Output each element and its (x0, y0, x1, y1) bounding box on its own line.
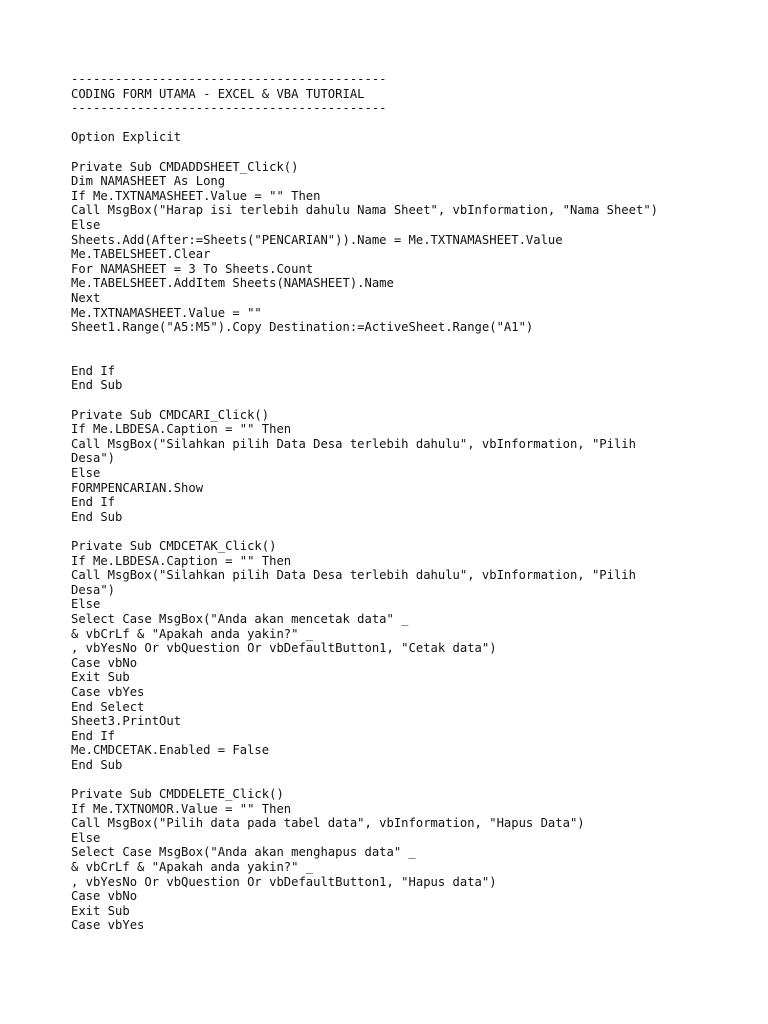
code-line: Sheet1.Range("A5:M5").Copy Destination:=ActiveSheet.Range("A1") (71, 320, 534, 335)
code-line: Select Case MsgBox("Anda akan mencetak data" _ (71, 611, 409, 626)
code-line: Case vbNo (71, 889, 138, 904)
code-line: Case vbNo (71, 655, 138, 670)
code-line: Private Sub CMDADDSHEET_Click() (71, 159, 299, 174)
code-line: Me.CMDCETAK.Enabled = False (71, 743, 270, 758)
code-line: Private Sub CMDDELETE_Click() (71, 787, 284, 802)
code-line: If Me.LBDESA.Caption = "" Then (71, 422, 292, 437)
code-line: Private Sub CMDCETAK_Click() (71, 539, 277, 553)
code-line: Exit Sub (71, 903, 130, 918)
code-line (71, 524, 691, 539)
code-line: Else (71, 466, 101, 481)
code-line: Option Explicit (71, 130, 182, 145)
code-line: ------------------------------------------- (71, 101, 387, 116)
code-line: Me.TXTNAMASHEET.Value = "" (71, 305, 262, 320)
code-line: If Me.TXTNAMASHEET.Value = "" Then (71, 188, 321, 203)
code-line (71, 335, 691, 350)
code-line: Me.TABELSHEET.Clear (71, 247, 211, 262)
code-line: Exit Sub (71, 670, 130, 685)
code-line: Else (71, 830, 101, 845)
code-line (71, 773, 691, 788)
code-line: FORMPENCARIAN.Show (71, 480, 204, 495)
code-line: Sheets.Add(After:=Sheets("PENCARIAN")).Name = Me.TXTNAMASHEET.Value (71, 232, 563, 247)
code-line: Case vbYes (71, 918, 145, 933)
code-line (71, 349, 691, 364)
code-line: , vbYesNo Or vbQuestion Or vbDefaultButton1, "Cetak data") (71, 641, 497, 656)
code-line: End If (71, 495, 116, 510)
code-line: ------------------------------------------- (71, 72, 387, 86)
code-line: Call MsgBox("Pilih data pada tabel data", vbInformation, "Hapus Data") (71, 816, 585, 831)
code-line: End If (71, 728, 116, 743)
code-line: & vbCrLf & "Apakah anda yakin?" _ (71, 860, 314, 875)
code-line: End Select (71, 699, 145, 714)
vba-code-listing (71, 72, 691, 933)
code-line: End Sub (71, 509, 123, 524)
code-line: Select Case MsgBox("Anda akan menghapus data" _ (71, 845, 416, 860)
code-line: Desa") (71, 451, 116, 466)
code-line: Dim NAMASHEET As Long (71, 174, 226, 189)
code-line: End If (71, 363, 116, 378)
code-line: Else (71, 217, 101, 232)
code-line: & vbCrLf & "Apakah anda yakin?" _ (71, 626, 314, 641)
code-line (71, 145, 691, 160)
code-line: End Sub (71, 378, 123, 393)
code-line: Call MsgBox("Silahkan pilih Data Desa terlebih dahulu", vbInformation, "Pilih (71, 436, 636, 451)
code-line: Call MsgBox("Silahkan pilih Data Desa terlebih dahulu", vbInformation, "Pilih (71, 568, 636, 583)
code-line: For NAMASHEET = 3 To Sheets.Count (71, 261, 314, 276)
code-line: CODING FORM UTAMA - EXCEL & VBA TUTORIAL (71, 86, 365, 101)
code-line: If Me.TXTNOMOR.Value = "" Then (71, 801, 292, 816)
code-line: Else (71, 597, 101, 612)
code-line: Private Sub CMDCARI_Click() (71, 407, 270, 422)
code-line: Next (71, 290, 101, 305)
code-line: Me.TABELSHEET.AddItem Sheets(NAMASHEET).Name (71, 276, 394, 291)
code-line: End Sub (71, 757, 123, 772)
code-line: Call MsgBox("Harap isi terlebih dahulu Nama Sheet", vbInformation, "Nama Sheet") (71, 203, 658, 218)
code-line: Desa") (71, 582, 116, 597)
code-line: If Me.LBDESA.Caption = "" Then (71, 553, 292, 568)
code-line: Sheet3.PrintOut (71, 714, 182, 729)
code-line (71, 116, 691, 131)
code-line: , vbYesNo Or vbQuestion Or vbDefaultButton1, "Hapus data") (71, 874, 497, 889)
code-line: Case vbYes (71, 684, 145, 699)
code-line (71, 393, 691, 408)
